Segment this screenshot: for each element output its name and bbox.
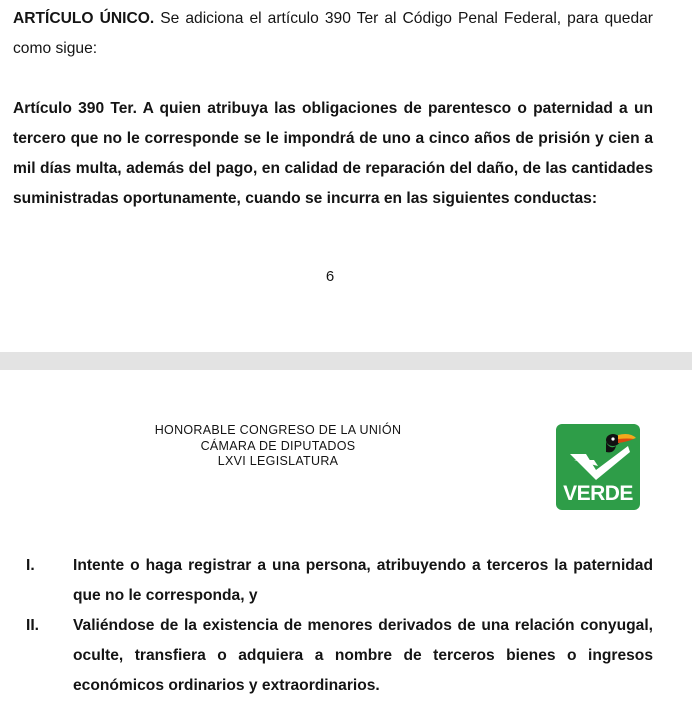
list-item-text: Valiéndose de la existencia de menores derivados de una relación conyugal, oculte, transfiera o adquiera a nombre de terceros bienes o ingresos económicos ordinarios y extraordinarios. [73,617,653,694]
letterhead [108,423,448,470]
logo-text: VERDE [563,482,633,505]
paragraph-articulo-unico [13,4,653,64]
page-separator [0,352,692,370]
list-item-text: Intente o haga registrar a una persona, atribuyendo a terceros la paternidad que no le corresponda, y [73,557,653,604]
paragraph-body: Se adiciona el artículo 390 Ter al Código Penal Federal, para quedar como sigue: [13,10,653,57]
toucan-check-icon [556,424,640,486]
paragraph-articulo-390-ter: Artículo 390 Ter. A quien atribuya las obligaciones de parentesco o paternidad a un tercero que no le corresponde se le impondrá de uno a cinco años de prisión y cien a mil días multa, además del pago, en calidad de reparación del daño, de las cantidades suministradas oportunamente, cuando se incurra en las siguientes conductas: [13,100,653,207]
list-item [13,551,653,611]
list-item [13,611,653,701]
list-item-numeral: II. [26,617,39,634]
conduct-list [13,551,653,701]
paragraph-heading: ARTÍCULO ÚNICO. [13,10,155,27]
letterhead-line-camara: CÁMARA DE DIPUTADOS [200,438,356,453]
letterhead-line-legislatura: LXVI LEGISLATURA [217,454,339,468]
letterhead-line-congreso: HONORABLE CONGRESO DE LA UNIÓN [154,423,402,437]
partido-verde-logo [556,424,640,510]
page-number: 6 [325,268,335,285]
list-item-numeral: I. [26,557,35,574]
page-bottom [0,370,692,719]
page-top [0,0,692,352]
